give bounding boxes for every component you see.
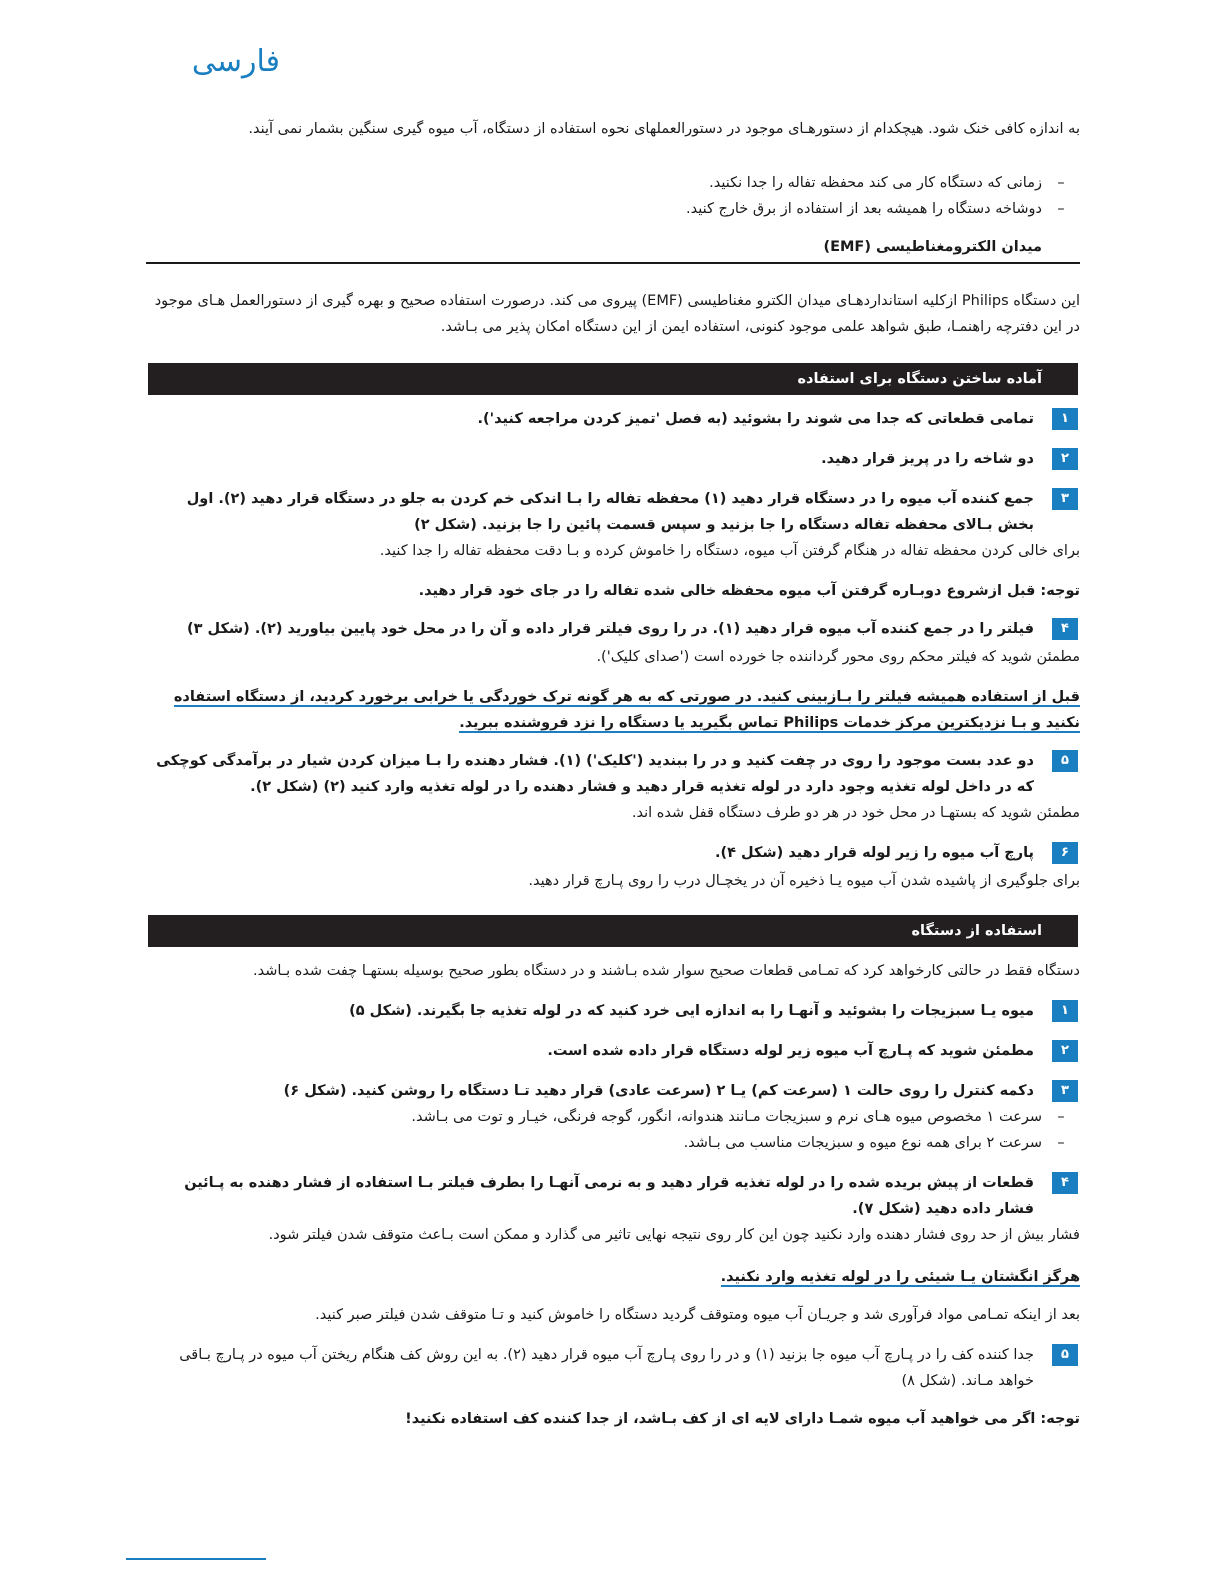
intro-bullet-2 xyxy=(146,196,1080,222)
prepare-caution-note: توجه: قبل ازشروع دوبـاره گرفتن آب میوه محفظه خالی شده تفاله را در جای خود قرار دهید. xyxy=(418,583,1080,599)
use-warning-fingers xyxy=(146,1264,1080,1290)
step-badge: ۲ xyxy=(1052,448,1078,470)
prepare-note-filter-click: مطمئن شوید که فیلتر محکم روی محور گرداننده جا خورده است ('صدای کلیک'). xyxy=(596,649,1080,665)
step-badge: ۵ xyxy=(1052,750,1078,772)
prepare-step-1: تمامی قطعاتی که جدا می شوند را بشوئید (به فصل 'تمیز کردن مراجعه کنید'). xyxy=(477,411,1034,427)
use-step-1: میوه یـا سبزیجات را بشوئید و آنهـا را به اندازه ایی خرد کنید که در لوله تغذیه جا بگیرند. (شکل ۵) xyxy=(349,1003,1034,1019)
step-badge: ۶ xyxy=(1052,842,1078,864)
step-badge: ۳ xyxy=(1052,1080,1078,1102)
use-step-5: جدا کننده کف را در پـارچ آب میوه جا بزنید (۱) و در را روی پـارچ آب میوه قرار دهید (۲). به این روش کف هنگام ریختن آب میوه در پـارچ بـاقی خواهد مـاند. (شکل ۸) xyxy=(179,1347,1034,1389)
prepare-note-clamps: مطمئن شوید که بستهـا در محل خود در هر دو طرف دستگاه قفل شده اند. xyxy=(631,805,1080,821)
bullet-text: سرعت ۱ مخصوص میوه هـای نرم و سبزیجات مـانند هندوانه، انگور، گوجه فرنگی، خیـار و توت می بـاشد. xyxy=(411,1109,1042,1125)
step-badge: ۲ xyxy=(1052,1040,1078,1062)
emf-heading: میدان الکترومغناطیسی (EMF) xyxy=(823,239,1042,255)
use-final-note: توجه: اگر می خواهید آب میوه شمـا دارای لایه ای از کف بـاشد، از جدا کننده کف استفاده نکنید! xyxy=(405,1411,1080,1427)
intro-bullet-1 xyxy=(146,170,1080,196)
step-badge: ۱ xyxy=(1052,408,1078,430)
bullet-text: دوشاخه دستگاه را همیشه بعد از استفاده از برق خارج کنید. xyxy=(686,201,1042,217)
section-header-use: استفاده از دستگاه xyxy=(148,915,1078,947)
prepare-step-6: پارچ آب میوه را زیر لوله قرار دهید (شکل ۴). xyxy=(715,845,1034,861)
prepare-step-3: جمع کننده آب میوه را در دستگاه قرار دهید (۱) محفظه تفاله را بـا اندکی خم کردن به جلو در دستگاه قرار دهید (۲). اول بخش بـالای محفظه تفاله دستگاه را جا بزنید و سپس قسمت پائین را جا بزنید. (شکل ۲) xyxy=(186,491,1034,533)
step-badge: ۳ xyxy=(1052,488,1078,510)
step-badge: ۵ xyxy=(1052,1344,1078,1366)
emf-paragraph: این دستگاه Philips ازکلیه استانداردهـای میدان الکترو مغناطیسی (EMF) پیروی می کند. درصورت استفاده صحیح و بهره گیری از دستورالعمل هـای موجود در این دفترچه راهنمـا، طبق شواهد علمی موجود کنونی، استفاده ایمن از این دستگاه امکان پذیر می بـاشد. xyxy=(154,293,1080,335)
warning-text: هرگز انگشتان یـا شیئی را در لوله تغذیه وارد نکنید. xyxy=(720,1269,1080,1285)
use-step-4: قطعات از پیش بریده شده را در لوله تغذیه قرار دهید و به نرمی آنهـا را بطرف فیلتر بـا استفاده از فشار دهنده به پـائین فشار داده دهید (شکل ۷). xyxy=(184,1175,1034,1217)
use-note-pressure: فشار بیش از حد روی فشار دهنده وارد نکنید چون این کار روی نتیجه نهایی تاثیر می گذارد و ممکن است بـاعث متوقف شدن فیلتر شود. xyxy=(268,1227,1080,1243)
bullet-text: زمانی که دستگاه کار می کند محفظه تفاله را جدا نکنید. xyxy=(709,175,1042,191)
use-note-stop: بعد از اینکه تمـامی مواد فرآوری شد و جریـان آب میوه ومتوقف گردید دستگاه را خاموش کنید و تـا متوقف شدن فیلتر صبر کنید. xyxy=(315,1307,1080,1323)
use-step-3: دکمه کنترل را روی حالت ۱ (سرعت کم) یـا ۲ (سرعت عادی) قرار دهید تـا دستگاه را روشن کنید. (شکل ۶) xyxy=(283,1083,1034,1099)
step-badge: ۴ xyxy=(1052,1172,1078,1194)
prepare-step-4: فیلتر را در جمع کننده آب میوه قرار دهید (۱). در را روی فیلتر قرار داده و آن را در محل خود پایین بیاورید (۲). (شکل ۳) xyxy=(186,621,1034,637)
use-step-2: مطمئن شوید که پـارچ آب میوه زیر لوله دستگاه قرار داده شده است. xyxy=(547,1043,1034,1059)
language-title: فارسی xyxy=(191,44,280,79)
prepare-note-jug-lid: برای جلوگیری از پاشیده شدن آب میوه یـا ذخیره آن در یخچـال درب را روی پـارچ قرار دهید. xyxy=(528,873,1080,889)
use-intro: دستگاه فقط در حالتی کارخواهد کرد که تمـامی قطعات صحیح سوار شده بـاشند و در دستگاه بطور صحیح بوسیله بستهـا چفت شده بـاشد. xyxy=(253,963,1080,979)
bullet-dash: – xyxy=(1057,1135,1065,1151)
bullet-dash: – xyxy=(1057,1109,1065,1125)
footer-rule xyxy=(126,1558,266,1560)
warning-text: قبل از استفاده همیشه فیلتر را بـازبینی کنید. در صورتی که به هر گونه ترک خوردگی یا خرابی برخورد کردید، از دستگاه استفاده نکنید و بـا نزدیکترین مرکز خدمات Philips تماس بگیرید یا دستگاه را نزد فروشنده ببرید. xyxy=(173,689,1080,731)
section-rule xyxy=(146,262,1080,264)
bullet-dash: – xyxy=(1057,175,1065,191)
speed-bullet-1 xyxy=(146,1104,1080,1130)
section-header-prepare: آماده ساختن دستگاه برای استفاده xyxy=(148,363,1078,395)
bullet-dash: – xyxy=(1057,201,1065,217)
prepare-warning-filter xyxy=(146,684,1080,736)
speed-bullet-2 xyxy=(146,1130,1080,1156)
intro-paragraph: به اندازه کافی خنک شود. هیچکدام از دستورهـای موجود در دستورالعملهای نحوه استفاده از دستگاه، آب میوه گیری سنگین بشمار نمی آیند. xyxy=(248,121,1080,137)
prepare-note-empty-pulp: برای خالی کردن محفظه تفاله در هنگام گرفتن آب میوه، دستگاه را خاموش کرده و بـا دقت محفظه تفاله را جدا کنید. xyxy=(379,543,1080,559)
prepare-step-2: دو شاخه را در پریز قرار دهید. xyxy=(821,451,1034,467)
prepare-step-5: دو عدد بست موجود را روی در چفت کنید و در را ببندید ('کلیک') (۱). فشار دهنده را بـا میزان کردن شیار در برآمدگی کوچکی که در داخل لوله تغذیه وجود دارد در لوله تغذیه قرار دهید و فشار دهنده را در لوله تغذیه وارد کنید (۲) (شکل ۲). xyxy=(156,753,1034,795)
bullet-text: سرعت ۲ برای همه نوع میوه و سبزیجات مناسب می بـاشد. xyxy=(683,1135,1042,1151)
step-badge: ۱ xyxy=(1052,1000,1078,1022)
step-badge: ۴ xyxy=(1052,618,1078,640)
